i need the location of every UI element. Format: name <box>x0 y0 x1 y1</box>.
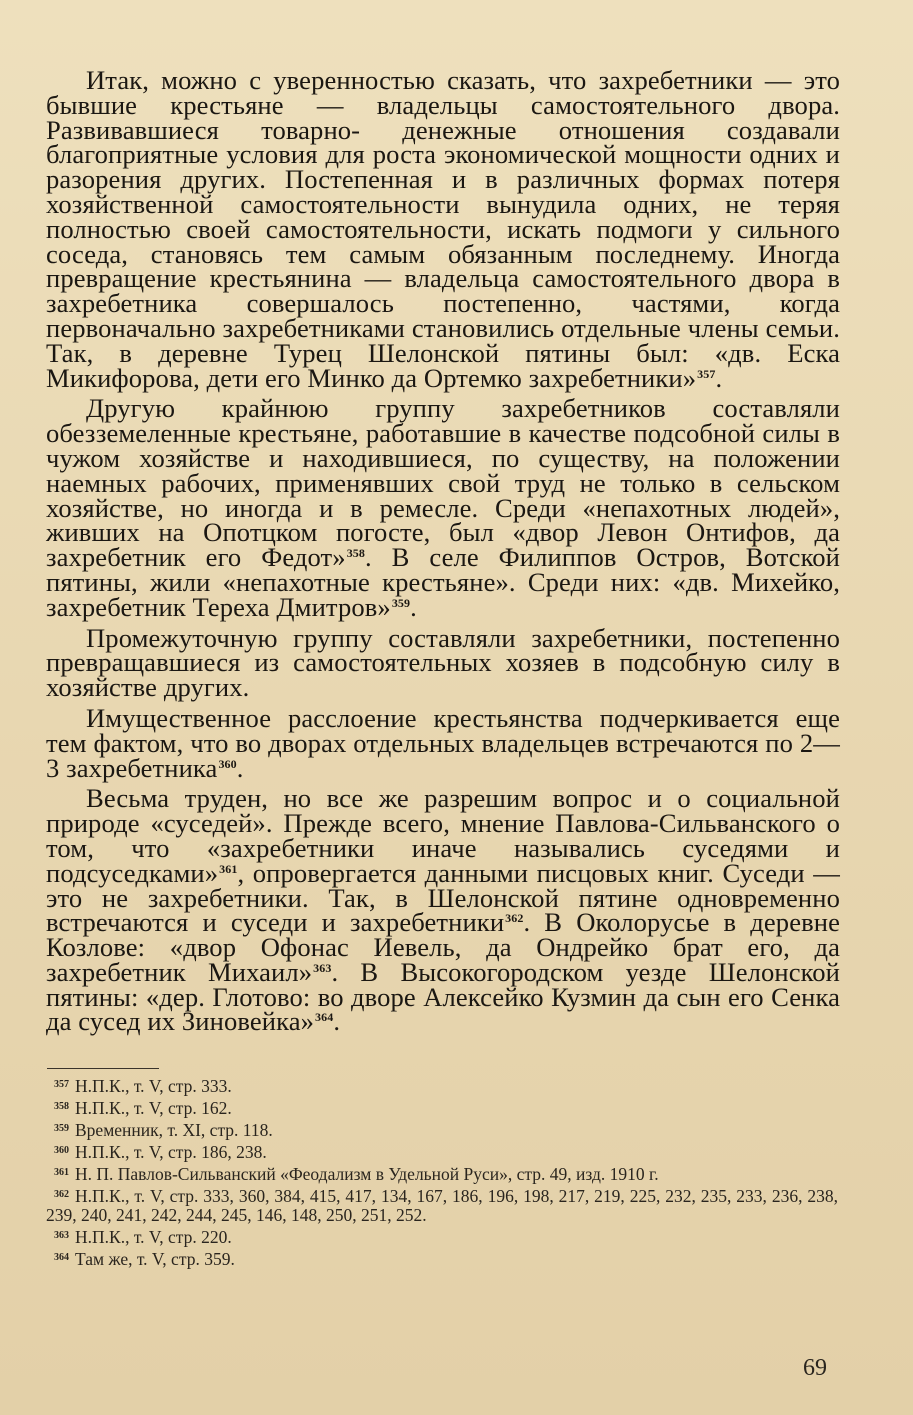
footnote-363 <box>46 1228 838 1247</box>
footnote-number: 362 <box>54 1189 69 1200</box>
footnote-number: 364 <box>54 1252 69 1263</box>
footnote-ref-361[interactable]: 361 <box>219 861 238 876</box>
paragraph-text: Весьма труден, но все же разрешим вопрос и о социальной природе «суседей». Прежде всего, мнение Павлова-Сильванского о том, что «захребетники иначе назывались суседями и подсуседками» <box>46 783 840 888</box>
footnote-text: Там же, т. V, стр. 359. <box>75 1249 235 1269</box>
footnote-number: 357 <box>54 1079 69 1090</box>
footnote-text: Н.П.К., т. V, стр. 186, 238. <box>75 1142 267 1162</box>
paragraph-1 <box>46 65 840 393</box>
footnote-ref-363[interactable]: 363 <box>313 960 332 975</box>
footnote-number: 360 <box>54 1145 69 1156</box>
footnote-360 <box>46 1143 838 1162</box>
punctuation: . <box>715 362 723 393</box>
paragraph-text: . В селе Филиппов Остров, Вотской пятины, жили «непахотные крестьяне». Среди них: «дв. Михейко, захребетник Тереха Дмитров» <box>46 542 840 622</box>
page-number: 69 <box>803 1355 827 1381</box>
paragraph-text: Имущественное расслоение крестьянства подчеркивается еще тем фактом, что во дворах отдельных владельцев встречаются по 2—3 захребетника <box>46 702 840 783</box>
paragraph-text: Итак, можно с уверенностью сказать, что захребетники — это бывшие крестьяне — владельцы самостоятельного двора. Развивавшиеся товарно- денежные отношения создавали благоприятные условия для роста экономической мощности одних и разорения других. Постепенная и в различных формах потеря хозяйственной самостоятельности вынудила одних, не теряя полностью своей самостоятельности, искать подмоги у сильного соседа, становясь тем самым обязанным последнему. Иногда превращение крестьянина — владельца самостоятельного двора в захребетника совершалось постепенно, частями, когда первоначально захребетниками становились отдельные члены семьи. Так, в деревне Турец Шелонской пятины был: «дв. Еска Микифорова, дети его Минко да Ортемко захребетники» <box>46 65 840 393</box>
footnote-ref-364[interactable]: 364 <box>315 1010 334 1025</box>
paragraph-text: . В Околорусье в деревне Козлове: «двор Офонас Иевель, да Ондрейко брат его, да захребетник Михаил» <box>46 907 841 987</box>
footnote-362 <box>46 1187 838 1225</box>
footnote-ref-362[interactable]: 362 <box>505 911 524 926</box>
footnote-359 <box>46 1121 838 1140</box>
paragraph-5 <box>46 783 841 1037</box>
footnote-number: 358 <box>54 1101 69 1112</box>
main-text <box>46 65 841 1037</box>
footnote-number: 361 <box>54 1167 69 1178</box>
footnote-text: Н. П. Павлов-Сильванский «Феодализм в Удельной Руси», стр. 49, изд. 1910 г. <box>75 1164 659 1184</box>
footnote-358 <box>46 1099 838 1118</box>
footnotes <box>46 1077 838 1272</box>
paragraph-text: , опровергается данными писцовых книг. Суседи — это не захребетники. Так, в Шелонской пятине одновременно встречаются и суседи и захребетники <box>46 857 840 938</box>
punctuation: . <box>333 1006 341 1037</box>
footnote-361 <box>46 1165 838 1184</box>
paragraph-2 <box>46 393 840 622</box>
paragraph-4 <box>46 702 840 783</box>
footnote-text: Н.П.К., т. V, стр. 333, 360, 384, 415, 417, 134, 167, 186, 196, 198, 217, 219, 225, 232, 235, 233, 236, 238, 239, 240, 241, 242, 244, 245, 146, 148, 250, 251, 252. <box>46 1186 838 1225</box>
paragraph-3 <box>46 622 840 703</box>
punctuation: . <box>410 591 417 622</box>
footnote-ref-359[interactable]: 359 <box>391 595 411 610</box>
footnote-ref-360[interactable]: 360 <box>218 756 237 771</box>
footnote-text: Н.П.К., т. V, стр. 333. <box>75 1076 232 1096</box>
paragraph-text: . В Высокогородском уезде Шелонской пятины: «дер. Глотово: во дворе Алексейко Кузмин да сын его Сенка да сусед их Зиновейка» <box>46 956 841 1037</box>
footnote-357 <box>46 1077 838 1096</box>
footnote-number: 363 <box>54 1230 69 1241</box>
footnote-text: Н.П.К., т. V, стр. 220. <box>75 1227 232 1247</box>
paragraph-text: Промежуточную группу составляли захребетники, постепенно превращавшиеся из самостоятельных хозяев в подсобную силу в хозяйстве других. <box>46 622 840 703</box>
footnote-text: Н.П.К., т. V, стр. 162. <box>75 1098 232 1118</box>
punctuation: . <box>236 752 244 783</box>
footnote-364 <box>46 1250 838 1269</box>
footnote-divider <box>47 1068 159 1069</box>
footnote-text: Временник, т. XI, стр. 118. <box>75 1120 273 1140</box>
paragraph-text: Другую крайнюю группу захребетников составляли обезземеленные крестьяне, работавшие в качестве подсобной силы в чужом хозяйстве и находившиеся, по существу, на положении наемных рабочих, применявших свой труд не только в сельском хозяйстве, но иногда и в ремесле. Среди «непахотных людей», живших на Опотцком погосте, был «двор Левон Онтифов, да захребетник его Федот» <box>46 393 840 573</box>
footnote-number: 359 <box>54 1123 69 1134</box>
footnote-ref-358[interactable]: 358 <box>346 546 365 561</box>
footnote-ref-357[interactable]: 357 <box>697 366 716 381</box>
